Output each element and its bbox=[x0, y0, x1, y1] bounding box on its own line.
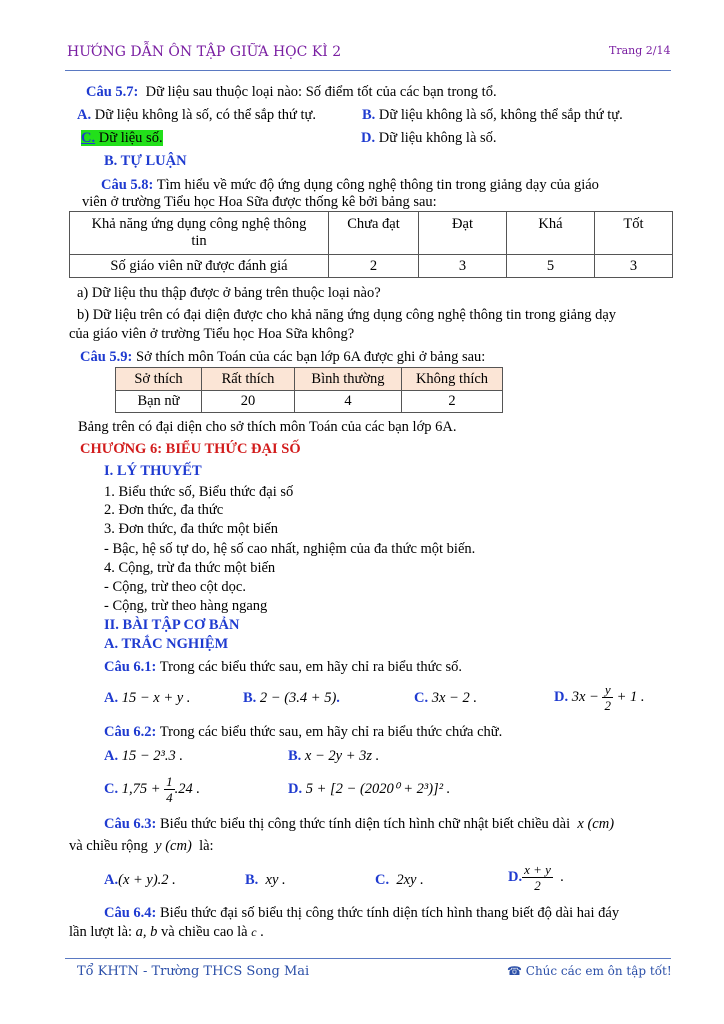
table-cell: 4 bbox=[295, 391, 402, 413]
footer-left: Tổ KHTN - Trường THCS Song Mai bbox=[77, 964, 310, 979]
option-d: D. 3x − $\frac{y}{2}$ + 1 . bbox=[554, 682, 645, 713]
header-title: HƯỚNG DẪN ÔN TẬP GIỮA HỌC KÌ 2 bbox=[67, 44, 342, 60]
option-c: C. 2xy . bbox=[375, 872, 424, 888]
question-5-8: Câu 5.8: Tìm hiểu về mức độ ứng dụng công nghệ thông tin trong giảng dạy của giáo bbox=[101, 177, 599, 193]
question-6-4-cont: lần lượt là: a, b và chiều cao là c . bbox=[69, 924, 264, 940]
chapter-title: CHƯƠNG 6: BIỂU THỨC ĐẠI SỐ bbox=[80, 441, 301, 457]
page-number: Trang 2/14 bbox=[609, 44, 671, 57]
question-5-8-b-cont: của giáo viên ở trường Tiểu học Hoa Sữa không? bbox=[69, 326, 355, 342]
theory-title: I. LÝ THUYẾT bbox=[104, 463, 202, 479]
option-c: C. 3x − 2 . bbox=[414, 690, 477, 706]
theory-item: - Bậc, hệ số tự do, hệ số cao nhất, nghiệm của đa thức một biến. bbox=[104, 541, 476, 557]
theory-item: 2. Đơn thức, đa thức bbox=[104, 502, 224, 518]
option-a: A. 15 − 2³.3 . bbox=[104, 748, 183, 764]
table-cell: 20 bbox=[202, 391, 295, 413]
section-tu-luan: B. TỰ LUẬN bbox=[104, 153, 187, 169]
option-c-correct: C. Dữ liệu số. bbox=[81, 130, 163, 146]
option-d: D. $\frac{x + y}{2}$ . bbox=[508, 862, 564, 893]
section-trac-nghiem: A. TRẮC NGHIỆM bbox=[104, 636, 229, 652]
theory-item: 3. Đơn thức, đa thức một biến bbox=[104, 521, 278, 537]
theory-item: - Cộng, trừ theo cột dọc. bbox=[104, 579, 246, 595]
option-b: B. 2 − (3.4 + 5). bbox=[243, 690, 340, 706]
option-a: A. Dữ liệu không là số, có thể sắp thứ tự. bbox=[77, 107, 317, 123]
question-5-9-note: Bảng trên có đại diện cho sở thích môn Toán của các bạn lớp 6A. bbox=[78, 419, 457, 435]
table-cell: 5 bbox=[507, 255, 595, 278]
option-d: D. Dữ liệu không là số. bbox=[361, 130, 497, 146]
option-b: B. x − 2y + 3z . bbox=[288, 748, 380, 764]
option-a: A. 15 − x + y . bbox=[104, 690, 191, 706]
question-6-4: Câu 6.4: Biểu thức đại số biểu thị công thức tính diện tích hình thang biết độ dài hai đáy bbox=[104, 905, 620, 921]
question-5-8-b: b) Dữ liệu trên có đại diện được cho khả năng ứng dụng công nghệ thông tin trong giảng dạy bbox=[77, 307, 617, 323]
footer-rule bbox=[65, 958, 671, 959]
question-6-3-cont: và chiều rộng y (cm) là: bbox=[69, 838, 214, 854]
table-header-cell: Khá bbox=[507, 212, 595, 255]
table-header-cell: Rất thích bbox=[202, 368, 295, 391]
table-cell: 2 bbox=[329, 255, 419, 278]
question-6-2: Câu 6.2: Trong các biểu thức sau, em hãy chỉ ra biểu thức chứa chữ. bbox=[104, 724, 503, 740]
footer-right: ☎ Chúc các em ôn tập tốt! bbox=[507, 964, 672, 978]
question-5-7: Câu 5.7: Dữ liệu sau thuộc loại nào: Số điểm tốt của các bạn trong tổ. bbox=[86, 84, 497, 100]
theory-item: 4. Cộng, trừ đa thức một biến bbox=[104, 560, 276, 576]
question-5-8-a: a) Dữ liệu thu thập được ở bảng trên thuộc loại nào? bbox=[77, 285, 381, 301]
header-rule bbox=[65, 70, 671, 71]
table-header-cell: Không thích bbox=[402, 368, 503, 391]
table-cell: 3 bbox=[595, 255, 673, 278]
table-cell: 3 bbox=[419, 255, 507, 278]
table-header-cell: Khả năng ứng dụng công nghệ thông tin bbox=[70, 212, 329, 255]
question-5-8-cont: viên ở trường Tiểu học Hoa Sữa được thống kê bởi bảng sau: bbox=[82, 194, 437, 210]
option-d: D. 5 + [2 − (2020⁰ + 2³)]² . bbox=[288, 781, 451, 797]
option-b: B. Dữ liệu không là số, không thể sắp thứ tự. bbox=[362, 107, 623, 123]
question-6-3: Câu 6.3: Biểu thức biểu thị công thức tính diện tích hình chữ nhật biết chiều dài x (cm) bbox=[104, 816, 615, 832]
table-cell: 2 bbox=[402, 391, 503, 413]
option-c: C. 1,75 + $\frac{1}{4}$ .24 . bbox=[104, 774, 201, 805]
question-5-9: Câu 5.9: Sở thích môn Toán của các bạn lớp 6A được ghi ở bảng sau: bbox=[80, 349, 486, 365]
exercises-title: II. BÀI TẬP CƠ BẢN bbox=[104, 617, 240, 633]
question-6-1: Câu 6.1: Trong các biểu thức sau, em hãy chỉ ra biểu thức số. bbox=[104, 659, 463, 675]
table-5-9 bbox=[115, 367, 503, 413]
theory-item: - Cộng, trừ theo hàng ngang bbox=[104, 598, 268, 614]
table-cell: Bạn nữ bbox=[116, 391, 202, 413]
option-a: A.(x + y).2 . bbox=[104, 872, 176, 888]
table-header-cell: Bình thường bbox=[295, 368, 402, 391]
table-cell: Số giáo viên nữ được đánh giá bbox=[70, 255, 329, 278]
table-header-cell: Tốt bbox=[595, 212, 673, 255]
option-b: B. xy . bbox=[245, 872, 286, 888]
theory-item: 1. Biểu thức số, Biểu thức đại số bbox=[104, 484, 294, 500]
table-5-8 bbox=[69, 211, 673, 278]
table-header-cell: Đạt bbox=[419, 212, 507, 255]
table-header-cell: Chưa đạt bbox=[329, 212, 419, 255]
table-header-cell: Sở thích bbox=[116, 368, 202, 391]
